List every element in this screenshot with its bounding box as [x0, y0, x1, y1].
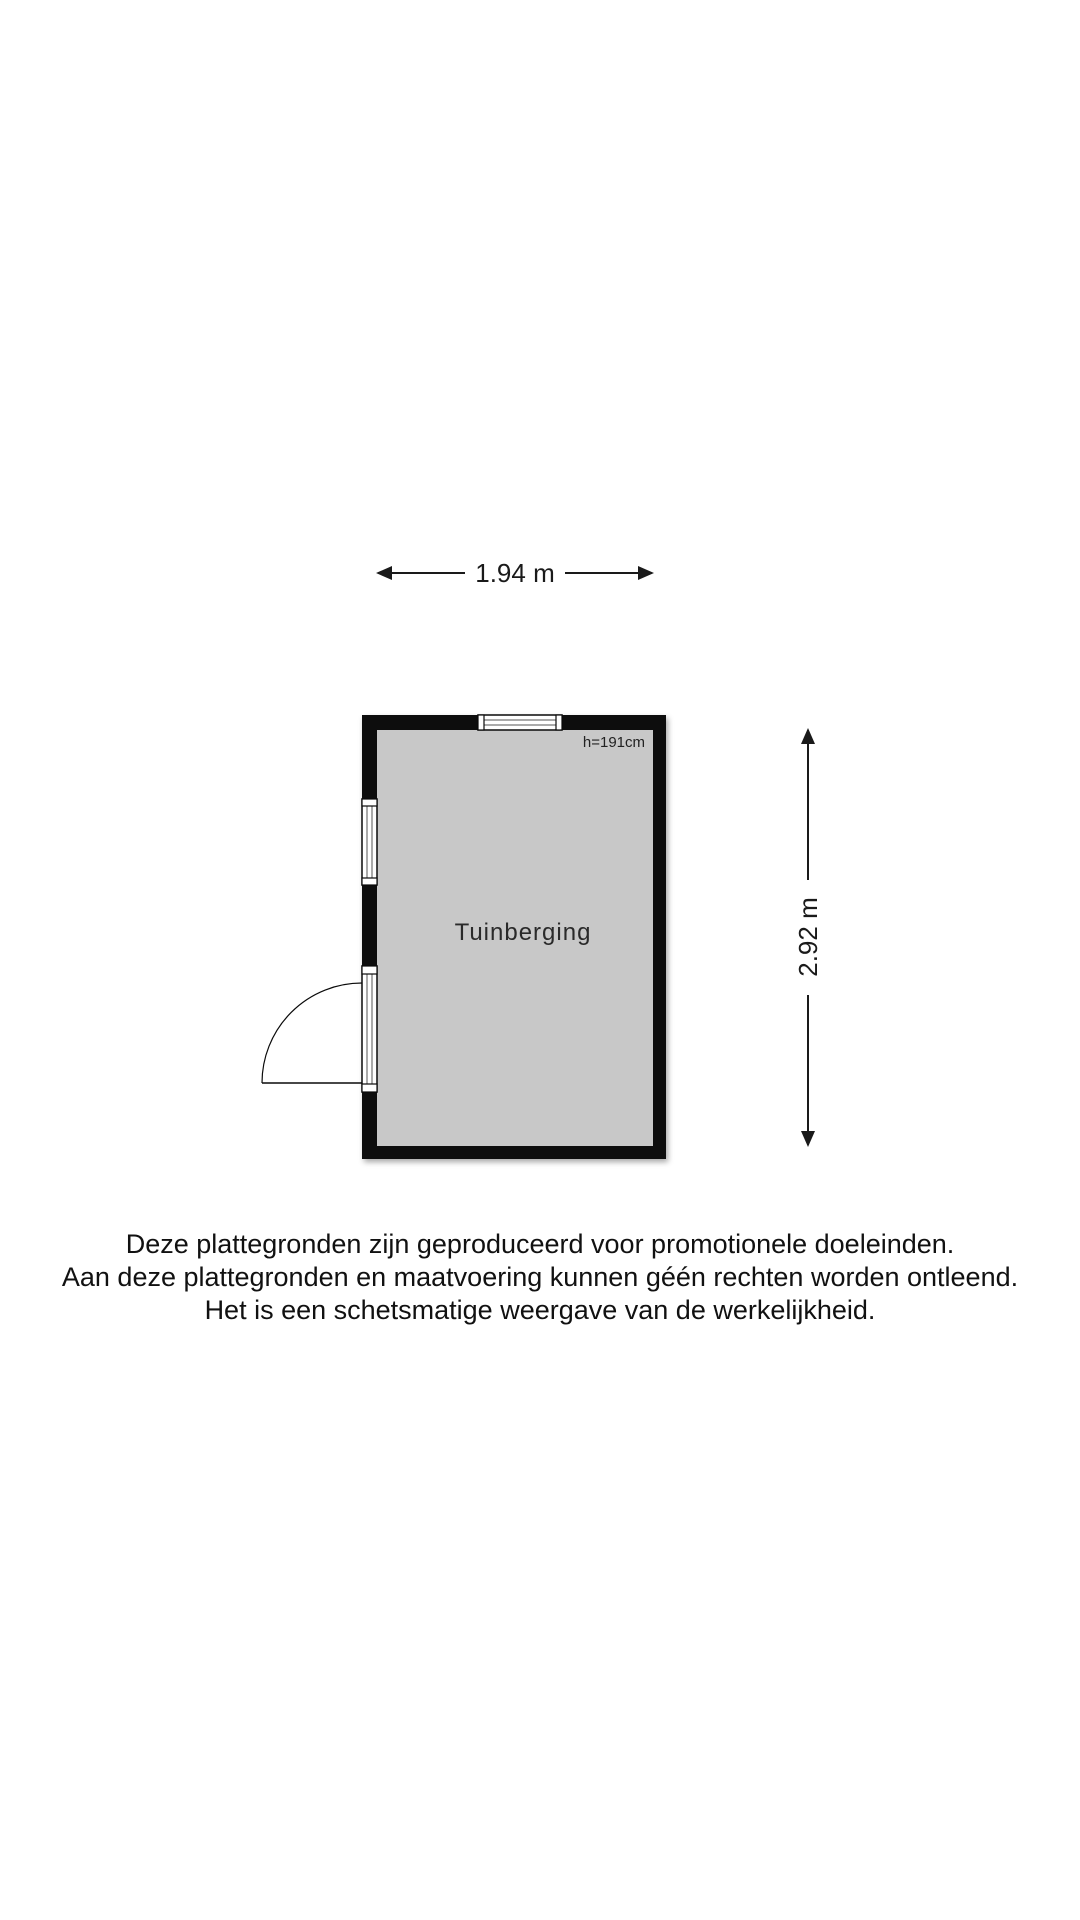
- width-arrow-right-icon: [638, 566, 654, 580]
- disclaimer-line-2: Aan deze plattegronden en maatvoering kunnen géén rechten worden ontleend.: [61, 1262, 1019, 1292]
- door-swing-arc: [262, 983, 362, 1083]
- width-dimension-label: 1.94 m: [475, 558, 555, 588]
- room-name-label: Tuinberging: [454, 919, 592, 946]
- width-arrow-left-icon: [376, 566, 392, 580]
- window-left: [362, 799, 377, 885]
- room-tuinberging: [262, 715, 666, 1159]
- disclaimer: [0, 1228, 1080, 1327]
- ceiling-height-label: h=191cm: [582, 734, 645, 751]
- depth-arrow-top-icon: [801, 728, 815, 744]
- door-left: [262, 966, 377, 1092]
- width-dimension: [376, 558, 654, 588]
- window-top: [478, 715, 562, 730]
- disclaimer-line-1: Deze plattegronden zijn geproduceerd voor promotionele doeleinden.: [125, 1229, 955, 1259]
- disclaimer-line-3: Het is een schetsmatige weergave van de werkelijkheid.: [204, 1295, 876, 1325]
- depth-dimension-label: 2.92 m: [793, 897, 823, 977]
- depth-arrow-bottom-icon: [801, 1131, 815, 1147]
- depth-dimension: [793, 728, 823, 1147]
